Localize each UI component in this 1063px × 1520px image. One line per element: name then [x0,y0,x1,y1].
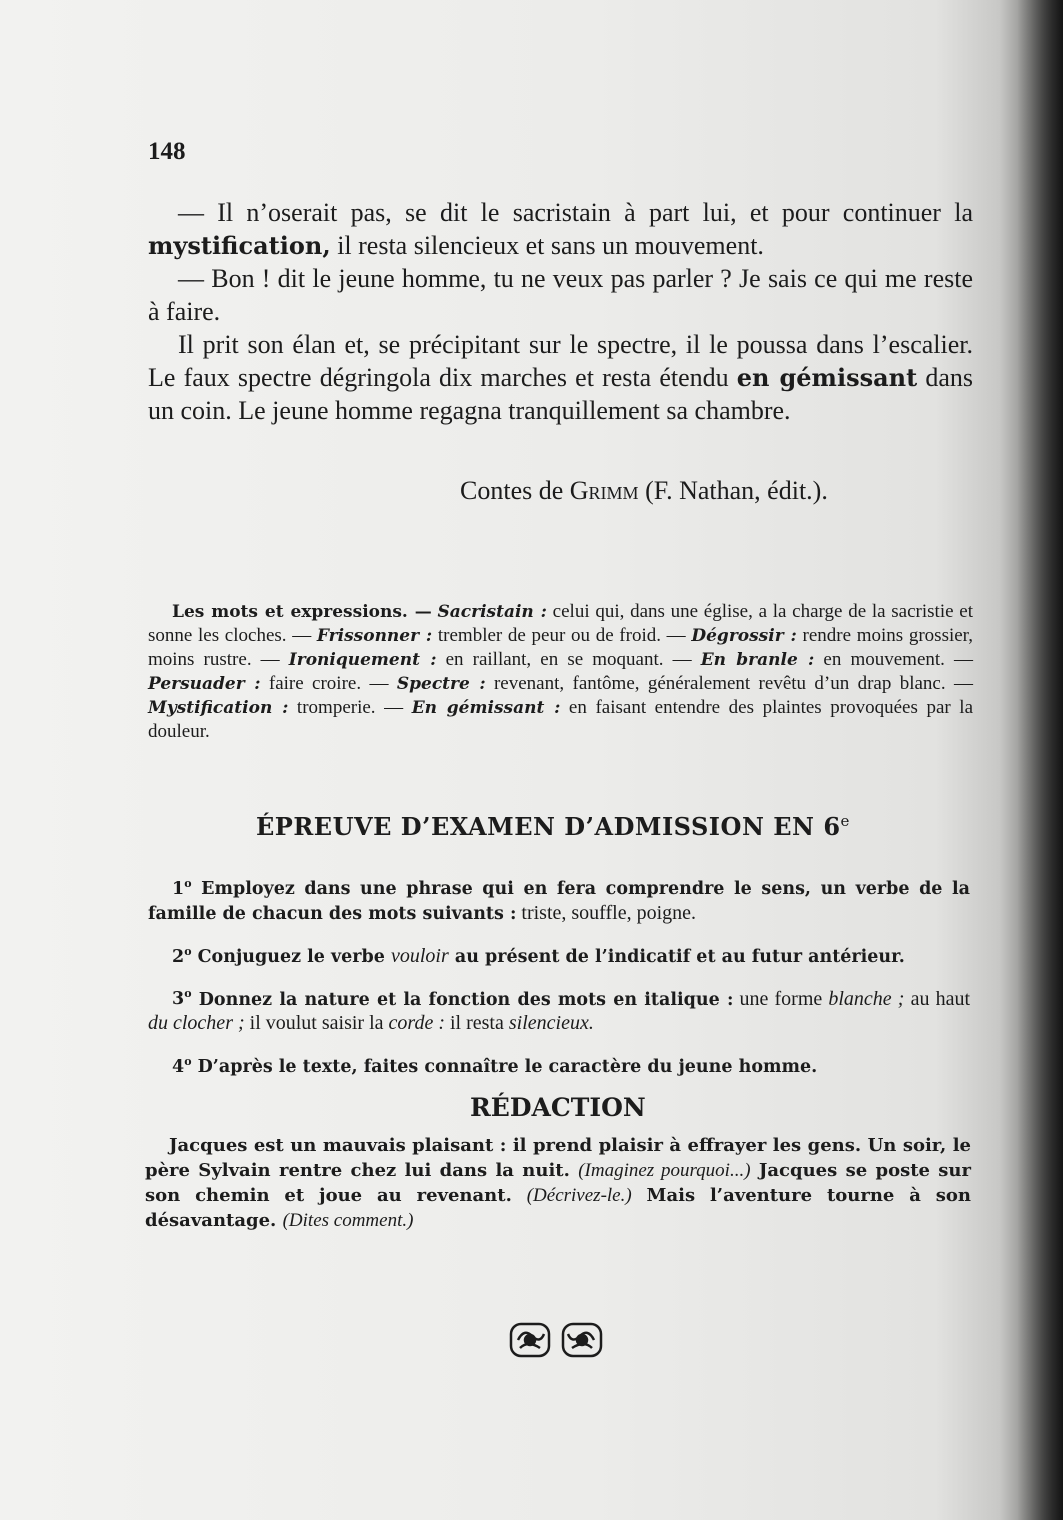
question-text: Donnez la nature et la fonction des mots en italique : [198,989,734,1010]
redaction-title: RÉDACTION [470,1093,646,1122]
spine-shadow [1017,0,1063,1520]
page-number: 148 [148,138,186,165]
question-italic-word: du clocher ; [148,1012,245,1035]
story-text-run: Il prit son élan et, se précipitant sur le spectre, il le poussa dans l’escalier. Le faux spectre dégringola dix marches et resta étendu [148,330,973,392]
vocabulary-term: Dégrossir : [691,626,797,646]
flower-ornament-icon [508,1320,604,1360]
vocabulary-definition: revenant, fantôme, généralement revêtu d’un drap blanc. — [485,673,973,694]
vocabulary-definition: en faisant entendre des plaintes provoquées par la douleur. [148,697,973,742]
question-number: 3$^o$ [172,987,192,1010]
vocabulary-term: Sacristain : [437,602,547,622]
exam-title-superscript: e [840,812,850,830]
vocabulary-heading: Les mots et expressions. — [172,602,432,622]
story-text [148,196,973,427]
question-4 [148,1050,970,1079]
story-text-run: dans un coin. Le jeune homme regagna tranquillement sa chambre. [148,363,973,425]
vocabulary-term: En gémissant : [411,698,561,718]
question-italic-word: blanche ; [828,987,905,1010]
vocabulary-definition: trembler de peur ou de froid. — [432,625,692,646]
question-number: 2$^o$ [172,944,192,967]
vocabulary-definition: celui qui, dans une église, a la charge de la sacristie et sonne les cloches. — [148,601,973,646]
vocabulary-definition: rendre moins grossier, moins rustre. — [148,625,973,670]
question-2 [148,940,970,969]
exam-title [256,812,850,841]
question-text: Conjuguez le verbe [197,946,391,967]
vocabulary-term: Persuader : [148,674,261,694]
exam-questions [148,872,970,1093]
redaction-hint: (Décrivez-le.) [526,1185,632,1206]
vocabulary-definition: en mouvement. — [814,649,974,670]
question-3: 3$^o$ Donnez la nature et la fonction des mots en italique : une forme blanche ; au haut du clocher ; il voulut saisir la corde : il resta silencieux. [148,987,971,1035]
story-paragraph: — Bon ! dit le jeune homme, tu ne veux pas parler ? Je sais ce qui me reste à faire. [148,264,973,326]
redaction-prompt [145,1133,971,1233]
vocabulary-term: Mystification : [148,698,289,718]
redaction-hint: (Dites comment.) [282,1210,414,1231]
source-publisher: (F. Nathan, édit.). [638,476,828,505]
question-text: D’après le texte, faites connaître le caractère du jeune homme. [197,1057,818,1078]
source-prefix: Contes de [460,476,570,505]
source-author: Grimm [569,476,639,505]
vocabulary-entries [148,601,973,742]
question-number: 1$^o$ [172,877,192,899]
vocabulary-notes [148,600,973,744]
story-paragraph [148,196,973,262]
question-text: Employez dans une phrase qui en fera comprendre le sens, un verbe de la famille de chacun des mots suivants : [148,878,970,924]
vocabulary-definition: en raillant, en se moquant. — [436,649,701,670]
story-text-run: — Il n’oserait pas, se dit le sacristain à part lui, et pour continuer la [178,198,973,227]
source-citation [460,476,828,506]
question-1 [148,872,970,926]
question-italic-word: vouloir [391,944,449,967]
redaction-text: Jacques est un mauvais plaisant : il prend plaisir à effrayer les gens. Un soir, le père Sylvain rentre chez lui dans la nuit. [145,1135,971,1181]
story-paragraph [148,328,973,427]
vocabulary-definition: faire croire. — [260,673,397,694]
story-bold-word: en gémissant [736,363,918,392]
vocabulary-definition: tromperie. — [288,697,412,718]
redaction-text: Mais l’aventure tourne à son désavantage. [145,1185,971,1231]
question-words: triste, souffle, poigne. [516,901,697,924]
story-text-run: il resta silencieux et sans un mouvement. [330,231,764,260]
vocabulary-term: Ironiquement : [288,650,437,670]
story-bold-word: mystification, [148,231,331,260]
question-text: au présent de l’indicatif et au futur antérieur. [448,946,905,967]
vocabulary-term: En branle : [700,650,815,670]
question-italic-word: corde : [388,1012,445,1035]
redaction-text: Jacques se poste sur son chemin et joue au revenant. [145,1160,972,1206]
question-number: 4$^o$ [172,1055,192,1078]
vocabulary-term: Spectre : [396,674,486,694]
vocabulary-term: Frissonner : [316,626,433,646]
redaction-hint: (Imaginez pourquoi...) [578,1160,751,1181]
question-italic-word: silencieux. [508,1012,594,1035]
exam-title-text: ÉPREUVE D’EXAMEN D’ADMISSION EN 6 [256,812,841,841]
